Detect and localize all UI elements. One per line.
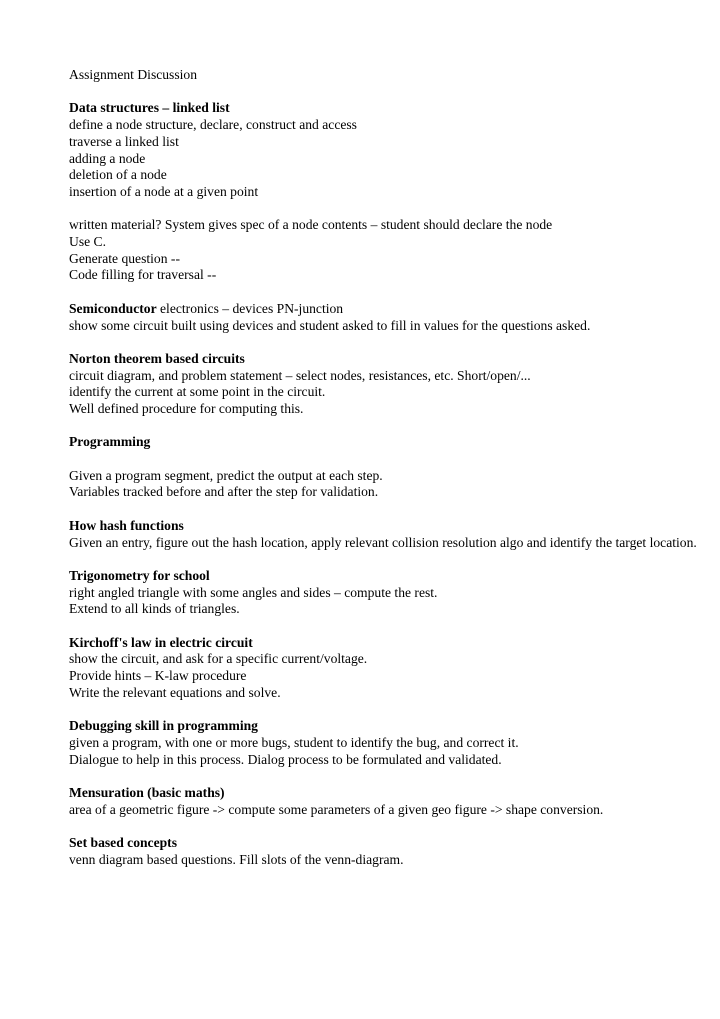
section-heading-sets: Set based concepts — [69, 835, 177, 851]
text-line: given a program, with one or more bugs, student to identify the bug, and correct it. — [69, 734, 519, 750]
text-line: show some circuit built using devices and student asked to fill in values for the questions asked. — [69, 317, 591, 333]
section-heading-semiconductor: Semiconductor electronics – devices PN-junction — [69, 300, 344, 316]
spacer — [69, 334, 699, 351]
text-line: Dialogue to help in this process. Dialog process to be formulated and validated. — [69, 751, 502, 767]
text-line: Well defined procedure for computing this. — [69, 401, 304, 416]
text-line: adding a node — [69, 150, 146, 166]
text-line: show the circuit, and ask for a specific current/voltage. — [69, 651, 368, 667]
section-heading-programming: Programming — [69, 434, 151, 450]
text-line: Extend to all kinds of triangles. — [69, 601, 240, 617]
text-line: right angled triangle with some angles and sides – compute the rest. — [69, 584, 438, 600]
spacer — [69, 201, 699, 218]
spacer — [69, 284, 699, 301]
spacer — [69, 618, 699, 635]
spacer — [69, 768, 699, 785]
text-line: traverse a linked list — [69, 133, 179, 149]
text-line: define a node structure, declare, construct and access — [69, 117, 357, 133]
spacer — [69, 84, 699, 101]
text-line: area of a geometric figure -> compute some parameters of a given geo figure -> shape conversion. — [69, 801, 604, 817]
text-line: circuit diagram, and problem statement – select nodes, resistances, etc. Short/open/... — [69, 367, 531, 383]
spacer — [69, 702, 699, 719]
text-line: insertion of a node at a given point — [69, 183, 259, 199]
text-line: written material? System gives spec of a node contents – student should declare the node — [69, 217, 553, 233]
spacer — [69, 451, 699, 468]
spacer — [69, 551, 699, 568]
text-line: Generate question -- — [69, 250, 180, 266]
text-line: deletion of a node — [69, 167, 167, 183]
section-heading-norton: Norton theorem based circuits — [69, 350, 245, 366]
spacer — [69, 818, 699, 835]
text-paragraph: Given an entry, figure out the hash location, apply relevant collision resolution algo and identify the target location. — [69, 534, 697, 550]
section-heading-trigonometry: Trigonometry for school — [69, 567, 210, 583]
section-heading-linked-list: Data structures – linked list — [69, 100, 230, 116]
text-line: Provide hints – K-law procedure — [69, 668, 247, 684]
text-line: Code filling for traversal -- — [69, 267, 217, 283]
text-line: Variables tracked before and after the step for validation. — [69, 484, 379, 500]
section-heading-hash: How hash functions — [69, 517, 184, 533]
section-heading-debugging: Debugging skill in programming — [69, 718, 258, 734]
text-line: Use C. — [69, 234, 107, 249]
spacer — [69, 501, 699, 518]
document-page — [69, 67, 699, 869]
section-heading-kirchoff: Kirchoff's law in electric circuit — [69, 634, 253, 650]
spacer — [69, 418, 699, 435]
text-line: identify the current at some point in the circuit. — [69, 384, 326, 400]
text-line: venn diagram based questions. Fill slots of the venn-diagram. — [69, 851, 404, 867]
text-line: Given a program segment, predict the output at each step. — [69, 467, 383, 483]
section-heading-mensuration: Mensuration (basic maths) — [69, 785, 225, 801]
document-title: Assignment Discussion — [69, 67, 198, 82]
text-line: Write the relevant equations and solve. — [69, 684, 281, 700]
